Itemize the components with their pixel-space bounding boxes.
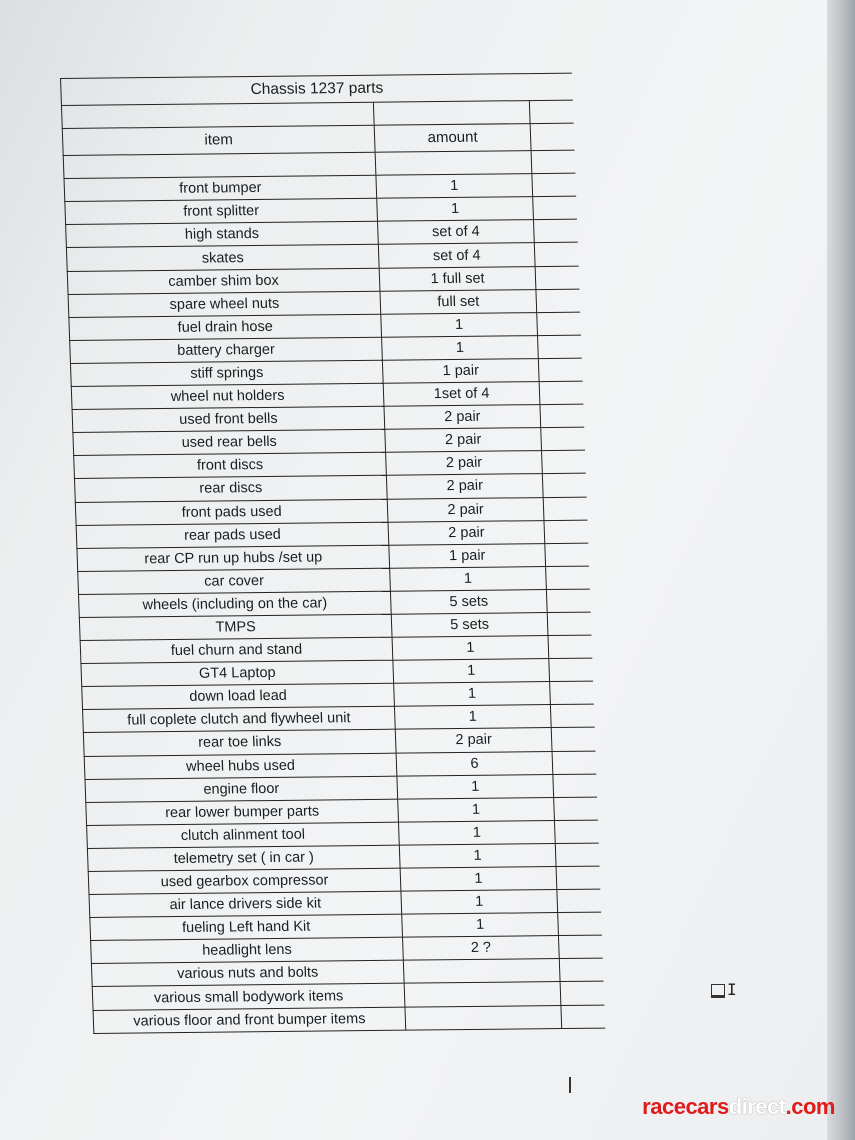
item-cell: air lance drivers side kit <box>89 891 402 917</box>
blank-cell <box>540 404 584 428</box>
amount-cell: 2 pair <box>387 497 544 522</box>
amount-cell: 1 <box>390 566 547 591</box>
table-row <box>93 1005 605 1033</box>
item-cell: GT4 Laptop <box>81 660 394 686</box>
blank-cell <box>544 520 588 544</box>
parts-table-container <box>60 73 604 1030</box>
blank-cell <box>549 658 593 682</box>
blank-cell <box>550 704 594 728</box>
blank-cell <box>538 335 582 359</box>
header-amount: amount <box>374 124 531 153</box>
amount-cell: 2 pair <box>384 405 541 430</box>
blank-cell <box>552 751 596 775</box>
amount-cell: 2 pair <box>386 474 543 499</box>
item-cell: down load lead <box>82 683 395 709</box>
amount-cell: set of 4 <box>378 220 535 245</box>
amount-cell: 2 pair <box>395 728 552 753</box>
page-marker <box>569 1077 571 1093</box>
blank-cell <box>553 774 597 798</box>
blank-cell <box>561 1005 605 1029</box>
amount-cell: full set <box>380 289 537 314</box>
item-cell: rear pads used <box>76 522 389 548</box>
blank-cell <box>536 289 580 313</box>
item-cell: various nuts and bolts <box>91 961 404 987</box>
blank-cell <box>535 266 579 290</box>
blank-cell <box>557 889 601 913</box>
item-cell: clutch alinment tool <box>87 822 400 848</box>
item-cell: camber shim box <box>67 268 380 294</box>
amount-cell: 5 sets <box>390 589 547 614</box>
amount-cell: 1 full set <box>379 266 536 291</box>
blank-cell <box>529 100 573 124</box>
text-cursor-icon: I <box>711 980 741 1002</box>
blank-cell <box>532 173 576 197</box>
amount-cell: 1 <box>397 774 554 799</box>
blank-cell <box>63 152 376 178</box>
item-cell: various floor and front bumper items <box>93 1007 406 1033</box>
blank-cell <box>542 474 586 498</box>
amount-cell: 1set of 4 <box>383 382 540 407</box>
amount-cell: 2 pair <box>385 428 542 453</box>
blank-cell <box>547 612 591 636</box>
blank-cell <box>558 912 602 936</box>
item-cell: rear toe links <box>83 730 396 756</box>
item-cell: skates <box>66 245 379 271</box>
amount-cell: 1 <box>382 335 539 360</box>
item-cell: used gearbox compressor <box>88 868 401 894</box>
amount-cell: 1 <box>400 867 557 892</box>
amount-cell: 1 <box>392 636 549 661</box>
blank-cell <box>541 427 585 451</box>
item-cell: spare wheel nuts <box>68 291 381 317</box>
blank-cell <box>534 243 578 267</box>
blank-cell <box>542 450 586 474</box>
blank-cell <box>533 220 577 244</box>
item-cell: used rear bells <box>73 429 386 455</box>
amount-cell <box>405 1005 562 1030</box>
item-cell: various small bodywork items <box>92 984 405 1010</box>
blank-cell <box>550 681 594 705</box>
amount-cell: 1 <box>377 197 534 222</box>
item-cell: battery charger <box>70 337 383 363</box>
item-cell: engine floor <box>85 776 398 802</box>
item-cell: fuel churn and stand <box>80 637 393 663</box>
item-cell: front splitter <box>65 199 378 225</box>
amount-cell: 1 <box>376 174 533 199</box>
amount-cell <box>404 982 561 1007</box>
amount-cell: 2 pair <box>386 451 543 476</box>
item-cell: front discs <box>74 453 387 479</box>
blank-cell <box>551 728 595 752</box>
amount-cell: 1 <box>402 913 559 938</box>
amount-cell: 5 sets <box>391 613 548 638</box>
blank-cell <box>546 566 590 590</box>
parts-table <box>60 73 605 1034</box>
table-title: Chassis 1237 parts <box>61 73 573 105</box>
item-cell: front bumper <box>64 175 377 201</box>
item-cell: headlight lens <box>91 937 404 963</box>
item-cell: stiff springs <box>70 360 383 386</box>
item-cell: telemetry set ( in car ) <box>87 845 400 871</box>
blank-cell <box>537 312 581 336</box>
header-item: item <box>62 125 375 155</box>
item-cell: TMPS <box>79 614 392 640</box>
amount-cell: set of 4 <box>378 243 535 268</box>
amount-cell: 1 <box>394 682 551 707</box>
item-cell: wheels (including on the car) <box>79 591 392 617</box>
blank-cell <box>554 797 598 821</box>
amount-cell: 1 <box>381 312 538 337</box>
amount-cell: 1 <box>394 705 551 730</box>
blank-cell <box>548 635 592 659</box>
amount-cell: 1 <box>401 890 558 915</box>
blank-cell <box>558 935 602 959</box>
blank-cell <box>539 381 583 405</box>
amount-cell: 1 pair <box>382 359 539 384</box>
amount-cell: 1 <box>399 820 556 845</box>
blank-cell <box>554 820 598 844</box>
item-cell: car cover <box>78 568 391 594</box>
item-cell: used front bells <box>72 406 385 432</box>
blank-cell <box>538 358 582 382</box>
amount-cell: 1 <box>399 843 556 868</box>
amount-cell: 2 pair <box>388 520 545 545</box>
blank-cell <box>560 982 604 1006</box>
monitor-bezel <box>827 0 855 1140</box>
watermark-logo: racecarsdirect.com <box>642 1094 835 1119</box>
blank-cell <box>375 151 532 176</box>
item-cell: wheel hubs used <box>84 753 397 779</box>
item-cell: rear CP run up hubs /set up <box>77 545 390 571</box>
item-cell: full coplete clutch and flywheel unit <box>83 707 396 733</box>
blank-cell <box>546 589 590 613</box>
amount-cell <box>403 959 560 984</box>
blank-cell <box>373 101 530 126</box>
amount-cell: 1 <box>393 659 550 684</box>
blank-cell <box>530 123 574 150</box>
amount-cell: 6 <box>396 751 553 776</box>
blank-cell <box>555 843 599 867</box>
item-cell: fueling Left hand Kit <box>90 914 403 940</box>
blank-cell <box>556 866 600 890</box>
item-cell: fuel drain hose <box>69 314 382 340</box>
blank-cell <box>545 543 589 567</box>
blank-cell <box>559 958 603 982</box>
item-cell: front pads used <box>75 499 388 525</box>
item-cell: rear lower bumper parts <box>86 799 399 825</box>
amount-cell: 1 pair <box>389 543 546 568</box>
blank-cell <box>531 150 575 174</box>
blank-cell <box>543 497 587 521</box>
item-cell: wheel nut holders <box>71 383 384 409</box>
item-cell: high stands <box>66 222 379 248</box>
item-cell: rear discs <box>74 476 387 502</box>
blank-cell <box>61 102 374 128</box>
blank-cell <box>533 196 577 220</box>
amount-cell: 2 ? <box>403 936 560 961</box>
amount-cell: 1 <box>398 797 555 822</box>
